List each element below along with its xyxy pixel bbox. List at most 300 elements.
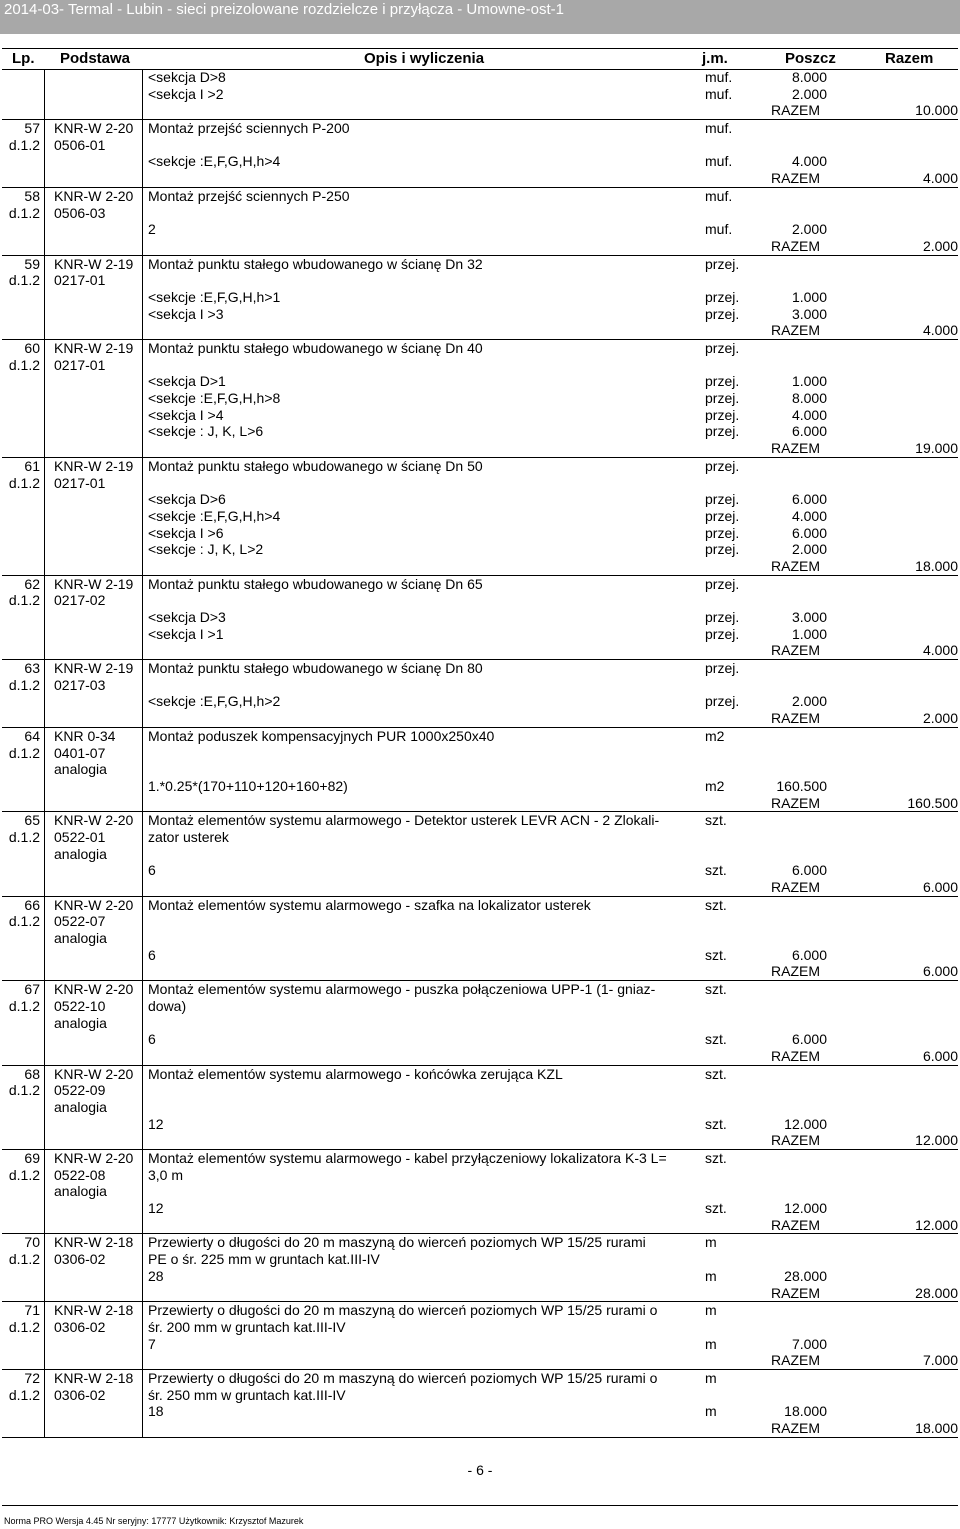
table-row xyxy=(2,862,958,879)
row-description: <sekcja I >3 xyxy=(148,305,224,322)
row-quantity: 1.000 xyxy=(791,373,827,390)
row-quantity: 2.000 xyxy=(791,693,827,710)
row-source: analogia xyxy=(54,761,107,778)
header-poszcz: Poszcz xyxy=(785,50,836,67)
row-description: <sekcja D>6 xyxy=(148,491,226,508)
window-title: 2014-03- Termal - Lubin - sieci preizolowane rozdzielcze i przyłącza - Umowne-ost-1 xyxy=(4,1,564,18)
table-row xyxy=(2,576,958,593)
row-description: Montaż przejść sciennych P-250 xyxy=(148,187,350,204)
row-lp: 70 xyxy=(24,1234,40,1251)
table-row xyxy=(2,1268,958,1285)
table-row xyxy=(2,306,958,323)
total-row xyxy=(2,642,958,659)
row-quantity: 1.000 xyxy=(791,288,827,305)
row-source: KNR-W 2-19 xyxy=(54,660,134,677)
row-description: dowa) xyxy=(148,997,187,1014)
row-total-label: RAZEM xyxy=(771,557,820,574)
table-row xyxy=(2,1167,958,1184)
table-row xyxy=(2,947,958,964)
row-source: KNR-W 2-18 xyxy=(54,1302,134,1319)
table-row xyxy=(2,1116,958,1133)
table-row xyxy=(2,761,958,778)
row-description: Przewierty o długości do 20 m maszyną do wierceń poziomych WP 15/25 rurami o xyxy=(148,1369,658,1386)
row-unit: szt. xyxy=(705,981,727,998)
row-lp: 67 xyxy=(24,981,40,998)
row-lp: 64 xyxy=(24,727,40,744)
table-row xyxy=(2,1183,958,1200)
row-source: 0522-10 xyxy=(54,997,106,1014)
column-divider xyxy=(142,69,143,1438)
row-quantity: 2.000 xyxy=(791,85,827,102)
row-lp: d.1.2 xyxy=(8,592,40,609)
table-row xyxy=(2,1387,958,1404)
row-lp: 68 xyxy=(24,1065,40,1082)
row-unit: przej. xyxy=(705,406,740,423)
row-source: KNR-W 2-20 xyxy=(54,812,134,829)
row-lp: d.1.2 xyxy=(8,1166,40,1183)
row-description: Montaż punktu stałego wbudowanego w ścianę Dn 80 xyxy=(148,660,483,677)
row-total-label: RAZEM xyxy=(771,322,820,339)
row-description: <sekcje :E,F,G,H,h>4 xyxy=(148,507,281,524)
row-total-label: RAZEM xyxy=(771,879,820,895)
row-total-value: 2.000 xyxy=(922,710,958,727)
table-row xyxy=(2,592,958,609)
row-total-value: 4.000 xyxy=(922,322,958,339)
row-source: KNR-W 2-20 xyxy=(54,1150,134,1166)
row-total-value: 12.000 xyxy=(915,1132,958,1149)
row-description: 3,0 m xyxy=(148,1166,184,1183)
row-total-label: RAZEM xyxy=(771,170,820,187)
row-unit: m xyxy=(705,1267,717,1284)
row-quantity: 3.000 xyxy=(791,609,827,625)
row-unit: szt. xyxy=(705,812,727,829)
row-description: 1.*0.25*(170+110+120+160+82) xyxy=(148,777,348,794)
table-row xyxy=(2,1370,958,1387)
row-description: Montaż przejść sciennych P-200 xyxy=(148,120,350,137)
row-unit: przej. xyxy=(705,491,740,508)
header-jm: j.m. xyxy=(702,50,728,67)
row-description: 6 xyxy=(148,946,156,963)
total-row xyxy=(2,963,958,980)
row-unit: szt. xyxy=(705,1031,727,1048)
table-row xyxy=(2,1082,958,1099)
row-description: Montaż poduszek kompensacyjnych PUR 1000x250x40 xyxy=(148,727,495,744)
row-description: <sekcja I >2 xyxy=(148,85,224,102)
row-description: <sekcje :E,F,G,H,h>4 xyxy=(148,153,281,170)
row-source: 0217-03 xyxy=(54,676,106,693)
row-quantity: 6.000 xyxy=(791,524,827,541)
row-quantity: 3.000 xyxy=(791,305,827,322)
row-total-value: 6.000 xyxy=(922,879,958,895)
row-total-value: 2.000 xyxy=(922,237,958,254)
row-description: <sekcje :E,F,G,H,h>2 xyxy=(148,693,281,710)
row-quantity: 160.500 xyxy=(776,777,827,794)
row-source: 0306-02 xyxy=(54,1386,106,1403)
row-description: 12 xyxy=(148,1115,164,1132)
row-description: <sekcja D>1 xyxy=(148,373,226,390)
table-row xyxy=(2,508,958,525)
total-row xyxy=(2,170,958,187)
window-titlebar xyxy=(0,0,960,34)
row-unit: przej. xyxy=(705,340,740,356)
table-row xyxy=(2,407,958,424)
row-lp: d.1.2 xyxy=(8,997,40,1014)
row-lp: d.1.2 xyxy=(8,828,40,845)
table-row xyxy=(2,1234,958,1251)
table-bottom-border xyxy=(2,1437,958,1438)
row-total-label: RAZEM xyxy=(771,237,820,254)
row-unit: przej. xyxy=(705,457,740,474)
row-lp: 63 xyxy=(24,660,40,677)
table-row xyxy=(2,745,958,762)
row-lp: d.1.2 xyxy=(8,356,40,373)
table-row xyxy=(2,221,958,238)
row-quantity: 4.000 xyxy=(791,153,827,170)
row-unit: przej. xyxy=(705,693,740,710)
row-source: KNR-W 2-19 xyxy=(54,340,134,356)
row-lp: d.1.2 xyxy=(8,676,40,693)
row-total-value: 4.000 xyxy=(922,170,958,187)
table-row xyxy=(2,86,958,103)
table-row xyxy=(2,1319,958,1336)
row-quantity: 2.000 xyxy=(791,221,827,238)
table-row xyxy=(2,998,958,1015)
row-lp: d.1.2 xyxy=(8,272,40,289)
row-description: 12 xyxy=(148,1200,164,1217)
total-row xyxy=(2,879,958,896)
row-lp: 61 xyxy=(24,457,40,474)
table-row xyxy=(2,458,958,475)
row-lp: 65 xyxy=(24,812,40,829)
row-description: Przewierty o długości do 20 m maszyną do wierceń poziomych WP 15/25 rurami o xyxy=(148,1302,658,1319)
row-description: 28 xyxy=(148,1267,164,1284)
row-total-value: 28.000 xyxy=(915,1284,958,1301)
row-total-label: RAZEM xyxy=(771,710,820,727)
table-row xyxy=(2,930,958,947)
row-description: śr. 250 mm w gruntach kat.III-IV xyxy=(148,1386,346,1403)
row-quantity: 6.000 xyxy=(791,491,827,508)
row-lp: d.1.2 xyxy=(8,474,40,491)
cost-table xyxy=(2,69,958,1438)
row-total-label: RAZEM xyxy=(771,794,820,811)
row-source: 0506-01 xyxy=(54,136,106,153)
row-description: Montaż punktu stałego wbudowanego w ścianę Dn 32 xyxy=(148,255,483,272)
table-row xyxy=(2,205,958,222)
table-row xyxy=(2,340,958,357)
row-unit: m xyxy=(705,1403,717,1420)
row-quantity: 28.000 xyxy=(784,1267,827,1284)
row-description: <sekcja I >6 xyxy=(148,524,224,541)
table-row xyxy=(2,525,958,542)
row-total-label: RAZEM xyxy=(771,440,820,457)
row-unit: przej. xyxy=(705,541,740,558)
table-header xyxy=(2,48,958,70)
row-lp: 59 xyxy=(24,255,40,272)
header-lp: Lp. xyxy=(12,50,35,67)
row-quantity: 4.000 xyxy=(791,507,827,524)
row-source: KNR-W 2-20 xyxy=(54,981,134,998)
row-unit: przej. xyxy=(705,373,740,390)
row-quantity: 1.000 xyxy=(791,625,827,642)
row-quantity: 12.000 xyxy=(784,1200,827,1217)
total-row xyxy=(2,1132,958,1149)
row-unit: szt. xyxy=(705,1065,727,1082)
table-row xyxy=(2,475,958,492)
table-row xyxy=(2,1200,958,1217)
table-row xyxy=(2,609,958,626)
row-description: 2 xyxy=(148,221,156,238)
row-quantity: 4.000 xyxy=(791,406,827,423)
row-source: KNR-W 2-19 xyxy=(54,255,134,272)
table-row xyxy=(2,357,958,374)
row-lp: 60 xyxy=(24,340,40,356)
table-row xyxy=(2,1150,958,1167)
row-source: 0506-03 xyxy=(54,204,106,221)
row-source: KNR-W 2-19 xyxy=(54,575,134,592)
total-row xyxy=(2,238,958,255)
row-lp: d.1.2 xyxy=(8,204,40,221)
row-description: Montaż elementów systemu alarmowego - Detektor usterek LEVR ACN - 2 Zlokali- xyxy=(148,812,660,829)
row-quantity: 6.000 xyxy=(791,1031,827,1048)
row-unit: przej. xyxy=(705,625,740,642)
row-description: Montaż punktu stałego wbudowanego w ścianę Dn 40 xyxy=(148,340,483,356)
total-row xyxy=(2,322,958,339)
row-lp: d.1.2 xyxy=(8,1386,40,1403)
row-description: <sekcja I >4 xyxy=(148,406,224,423)
table-row xyxy=(2,1336,958,1353)
row-total-label: RAZEM xyxy=(771,102,820,119)
row-description: 6 xyxy=(148,862,156,879)
row-description: 18 xyxy=(148,1403,164,1420)
row-total-value: 18.000 xyxy=(915,557,958,574)
row-unit: przej. xyxy=(705,507,740,524)
row-description: <sekcje : J, K, L>6 xyxy=(148,423,264,440)
table-row xyxy=(2,812,958,829)
row-total-value: 12.000 xyxy=(915,1216,958,1233)
row-lp: d.1.2 xyxy=(8,1082,40,1099)
row-unit: szt. xyxy=(705,862,727,879)
row-description: Montaż elementów systemu alarmowego - puszka połączeniowa UPP-1 (1- gniaz- xyxy=(148,981,656,998)
row-description: Montaż punktu stałego wbudowanego w ścianę Dn 65 xyxy=(148,575,483,592)
row-quantity: 2.000 xyxy=(791,541,827,558)
table-row xyxy=(2,69,958,86)
row-lp: d.1.2 xyxy=(8,913,40,930)
table-row xyxy=(2,1403,958,1420)
row-unit: przej. xyxy=(705,524,740,541)
table-row xyxy=(2,1066,958,1083)
row-unit: przej. xyxy=(705,390,740,407)
table-row xyxy=(2,256,958,273)
row-unit: przej. xyxy=(705,305,740,322)
row-unit: przej. xyxy=(705,288,740,305)
table-row xyxy=(2,188,958,205)
row-total-label: RAZEM xyxy=(771,1216,820,1233)
row-quantity: 8.000 xyxy=(791,69,827,85)
table-row xyxy=(2,778,958,795)
row-source: analogia xyxy=(54,1098,107,1115)
table-row xyxy=(2,913,958,930)
table-row xyxy=(2,693,958,710)
table-row xyxy=(2,1031,958,1048)
table-row xyxy=(2,677,958,694)
table-row xyxy=(2,1251,958,1268)
row-lp: 57 xyxy=(24,120,40,137)
row-description: <sekcja I >1 xyxy=(148,625,224,642)
row-source: 0217-01 xyxy=(54,272,106,289)
table-row xyxy=(2,491,958,508)
row-unit: muf. xyxy=(705,187,733,204)
row-total-value: 6.000 xyxy=(922,963,958,980)
row-description: Montaż elementów systemu alarmowego - końcówka zerująca KZL xyxy=(148,1065,563,1082)
table-row xyxy=(2,981,958,998)
row-quantity: 6.000 xyxy=(791,862,827,879)
row-quantity: 6.000 xyxy=(791,423,827,440)
table-row xyxy=(2,153,958,170)
row-source: 0522-07 xyxy=(54,913,106,930)
table-row xyxy=(2,846,958,863)
table-row xyxy=(2,272,958,289)
table-row xyxy=(2,660,958,677)
total-row xyxy=(2,795,958,812)
row-unit: m xyxy=(705,1335,717,1352)
table-row xyxy=(2,120,958,137)
row-source: KNR-W 2-20 xyxy=(54,187,134,204)
row-lp: 69 xyxy=(24,1150,40,1166)
row-lp: 58 xyxy=(24,187,40,204)
total-row xyxy=(2,1352,958,1369)
total-row xyxy=(2,710,958,727)
row-description: <sekcja D>8 xyxy=(148,69,226,85)
total-row xyxy=(2,1285,958,1302)
table-row xyxy=(2,1015,958,1032)
row-quantity: 7.000 xyxy=(791,1335,827,1352)
row-unit: m xyxy=(705,1369,717,1386)
row-total-value: 7.000 xyxy=(922,1352,958,1369)
row-total-value: 4.000 xyxy=(922,642,958,659)
row-quantity: 18.000 xyxy=(784,1403,827,1420)
row-unit: muf. xyxy=(705,85,733,102)
row-source: analogia xyxy=(54,1014,107,1031)
row-description: 7 xyxy=(148,1335,156,1352)
footer-text: Norma PRO Wersja 4.45 Nr seryjny: 17777 Użytkownik: Krzysztof Mazurek xyxy=(4,1516,304,1526)
table-row xyxy=(2,728,958,745)
row-lp: 72 xyxy=(24,1369,40,1386)
table-row xyxy=(2,390,958,407)
row-lp: 62 xyxy=(24,575,40,592)
row-source: analogia xyxy=(54,845,107,862)
row-total-label: RAZEM xyxy=(771,1420,820,1436)
row-lp: d.1.2 xyxy=(8,1251,40,1268)
row-unit: szt. xyxy=(705,1150,727,1166)
row-source: KNR-W 2-20 xyxy=(54,896,134,913)
footer-divider xyxy=(2,1505,958,1506)
row-source: KNR-W 2-20 xyxy=(54,1065,134,1082)
row-source: KNR-W 2-18 xyxy=(54,1369,134,1386)
row-unit: szt. xyxy=(705,1115,727,1132)
column-divider xyxy=(44,69,45,1438)
row-source: 0306-02 xyxy=(54,1318,106,1335)
row-unit: m xyxy=(705,1302,717,1319)
total-row xyxy=(2,1217,958,1234)
row-source: analogia xyxy=(54,1183,107,1200)
row-unit: m2 xyxy=(705,727,725,744)
row-total-label: RAZEM xyxy=(771,963,820,980)
total-row xyxy=(2,102,958,119)
table-row xyxy=(2,373,958,390)
table-row xyxy=(2,137,958,154)
row-unit: przej. xyxy=(705,660,740,677)
row-source: 0306-02 xyxy=(54,1251,106,1268)
row-description: <sekcje :E,F,G,H,h>8 xyxy=(148,390,281,407)
row-source: 0217-02 xyxy=(54,592,106,609)
row-unit: muf. xyxy=(705,120,733,137)
row-total-label: RAZEM xyxy=(771,1047,820,1064)
row-description: zator usterek xyxy=(148,828,229,845)
row-total-label: RAZEM xyxy=(771,1352,820,1369)
row-total-label: RAZEM xyxy=(771,1132,820,1149)
total-row xyxy=(2,558,958,575)
row-unit: przej. xyxy=(705,609,740,625)
row-source: 0522-08 xyxy=(54,1166,106,1183)
row-total-value: 19.000 xyxy=(915,440,958,457)
row-description: <sekcja D>3 xyxy=(148,609,226,625)
row-source: KNR-W 2-19 xyxy=(54,457,134,474)
row-unit: przej. xyxy=(705,575,740,592)
table-row xyxy=(2,1302,958,1319)
row-quantity: 6.000 xyxy=(791,946,827,963)
row-unit: m xyxy=(705,1234,717,1251)
page-number: - 6 - xyxy=(467,1462,493,1478)
row-unit: m2 xyxy=(705,777,725,794)
row-description: Montaż elementów systemu alarmowego - kabel przyłączeniowy lokalizatora K-3 L= xyxy=(148,1150,667,1166)
row-total-value: 10.000 xyxy=(915,102,958,119)
row-unit: szt. xyxy=(705,896,727,913)
row-description: Montaż punktu stałego wbudowanego w ścianę Dn 50 xyxy=(148,457,483,474)
table-row xyxy=(2,1099,958,1116)
total-row xyxy=(2,1420,958,1437)
row-description: <sekcje : J, K, L>2 xyxy=(148,541,264,558)
header-opis: Opis i wyliczenia xyxy=(364,50,485,67)
table-row xyxy=(2,423,958,440)
row-total-value: 18.000 xyxy=(915,1420,958,1436)
table-row xyxy=(2,626,958,643)
row-description: <sekcje :E,F,G,H,h>1 xyxy=(148,288,281,305)
total-row xyxy=(2,440,958,457)
row-unit: szt. xyxy=(705,946,727,963)
row-unit: szt. xyxy=(705,1200,727,1217)
row-total-value: 6.000 xyxy=(922,1047,958,1064)
row-total-label: RAZEM xyxy=(771,642,820,659)
row-unit: muf. xyxy=(705,221,733,238)
row-source: KNR-W 2-20 xyxy=(54,120,134,137)
row-total-label: RAZEM xyxy=(771,1284,820,1301)
header-razem: Razem xyxy=(885,50,934,67)
row-source: 0401-07 xyxy=(54,744,106,761)
row-unit: przej. xyxy=(705,423,740,440)
table-row xyxy=(2,541,958,558)
row-lp: d.1.2 xyxy=(8,744,40,761)
table-row xyxy=(2,829,958,846)
row-source: 0217-01 xyxy=(54,474,106,491)
row-source: analogia xyxy=(54,930,107,947)
row-unit: przej. xyxy=(705,255,740,272)
total-row xyxy=(2,1048,958,1065)
row-source: 0522-01 xyxy=(54,828,106,845)
row-total-value: 160.500 xyxy=(907,794,958,811)
row-source: 0522-09 xyxy=(54,1082,106,1099)
header-podstawa: Podstawa xyxy=(60,50,131,67)
row-description: PE o śr. 225 mm w gruntach kat.III-IV xyxy=(148,1251,380,1268)
